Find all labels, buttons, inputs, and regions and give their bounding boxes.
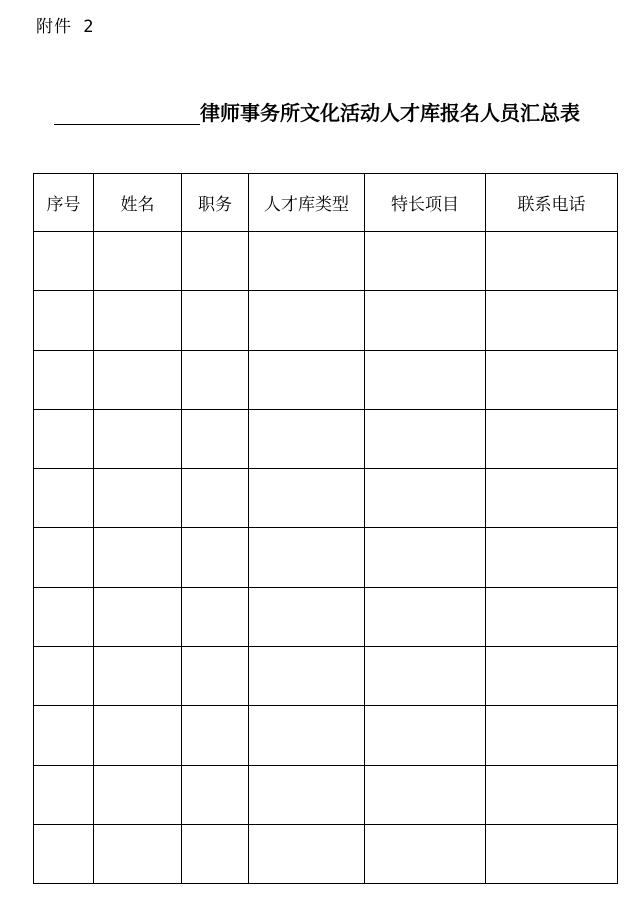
cell-phone[interactable] bbox=[486, 824, 618, 883]
cell-position[interactable] bbox=[182, 528, 249, 587]
cell-phone[interactable] bbox=[486, 528, 618, 587]
cell-talent-pool-type[interactable] bbox=[249, 409, 365, 468]
cell-talent-pool-type[interactable] bbox=[249, 765, 365, 824]
cell-phone[interactable] bbox=[486, 765, 618, 824]
header-talent-pool-type: 人才库类型 bbox=[249, 174, 365, 232]
table-row bbox=[34, 469, 618, 528]
cell-name[interactable] bbox=[94, 587, 182, 646]
header-specialty: 特长项目 bbox=[365, 174, 486, 232]
form-title-text: 律师事务所文化活动人才库报名人员汇总表 bbox=[200, 101, 580, 125]
registration-summary-table bbox=[33, 173, 618, 884]
cell-name[interactable] bbox=[94, 409, 182, 468]
table-row bbox=[34, 232, 618, 291]
table-body bbox=[34, 232, 618, 884]
cell-position[interactable] bbox=[182, 587, 249, 646]
cell-name[interactable] bbox=[94, 291, 182, 350]
cell-specialty[interactable] bbox=[365, 469, 486, 528]
table-row bbox=[34, 647, 618, 706]
cell-position[interactable] bbox=[182, 765, 249, 824]
title-blank-underline[interactable] bbox=[54, 124, 200, 125]
cell-serial-number[interactable] bbox=[34, 409, 94, 468]
cell-specialty[interactable] bbox=[365, 587, 486, 646]
header-phone: 联系电话 bbox=[486, 174, 618, 232]
cell-name[interactable] bbox=[94, 765, 182, 824]
cell-name[interactable] bbox=[94, 232, 182, 291]
cell-specialty[interactable] bbox=[365, 765, 486, 824]
cell-serial-number[interactable] bbox=[34, 765, 94, 824]
table-row bbox=[34, 824, 618, 883]
cell-position[interactable] bbox=[182, 232, 249, 291]
cell-talent-pool-type[interactable] bbox=[249, 232, 365, 291]
cell-talent-pool-type[interactable] bbox=[249, 647, 365, 706]
cell-serial-number[interactable] bbox=[34, 469, 94, 528]
cell-talent-pool-type[interactable] bbox=[249, 824, 365, 883]
table-row bbox=[34, 291, 618, 350]
cell-phone[interactable] bbox=[486, 587, 618, 646]
cell-name[interactable] bbox=[94, 469, 182, 528]
cell-serial-number[interactable] bbox=[34, 587, 94, 646]
cell-talent-pool-type[interactable] bbox=[249, 528, 365, 587]
cell-name[interactable] bbox=[94, 350, 182, 409]
table-row bbox=[34, 528, 618, 587]
cell-name[interactable] bbox=[94, 706, 182, 765]
cell-position[interactable] bbox=[182, 824, 249, 883]
cell-serial-number[interactable] bbox=[34, 291, 94, 350]
cell-position[interactable] bbox=[182, 469, 249, 528]
cell-phone[interactable] bbox=[486, 647, 618, 706]
cell-phone[interactable] bbox=[486, 706, 618, 765]
table-row bbox=[34, 350, 618, 409]
cell-talent-pool-type[interactable] bbox=[249, 706, 365, 765]
cell-name[interactable] bbox=[94, 647, 182, 706]
cell-serial-number[interactable] bbox=[34, 647, 94, 706]
cell-phone[interactable] bbox=[486, 409, 618, 468]
cell-phone[interactable] bbox=[486, 232, 618, 291]
header-name: 姓名 bbox=[94, 174, 182, 232]
cell-talent-pool-type[interactable] bbox=[249, 350, 365, 409]
cell-position[interactable] bbox=[182, 706, 249, 765]
cell-specialty[interactable] bbox=[365, 232, 486, 291]
cell-serial-number[interactable] bbox=[34, 232, 94, 291]
cell-phone[interactable] bbox=[486, 469, 618, 528]
cell-position[interactable] bbox=[182, 291, 249, 350]
cell-serial-number[interactable] bbox=[34, 706, 94, 765]
table-row bbox=[34, 706, 618, 765]
table-row bbox=[34, 409, 618, 468]
cell-phone[interactable] bbox=[486, 350, 618, 409]
table-header-row bbox=[34, 174, 618, 232]
cell-talent-pool-type[interactable] bbox=[249, 587, 365, 646]
header-position: 职务 bbox=[182, 174, 249, 232]
table-row bbox=[34, 765, 618, 824]
cell-specialty[interactable] bbox=[365, 291, 486, 350]
cell-serial-number[interactable] bbox=[34, 528, 94, 587]
cell-specialty[interactable] bbox=[365, 350, 486, 409]
form-title bbox=[54, 98, 614, 128]
cell-phone[interactable] bbox=[486, 291, 618, 350]
table-row bbox=[34, 587, 618, 646]
cell-position[interactable] bbox=[182, 409, 249, 468]
cell-serial-number[interactable] bbox=[34, 824, 94, 883]
cell-position[interactable] bbox=[182, 647, 249, 706]
cell-specialty[interactable] bbox=[365, 706, 486, 765]
cell-name[interactable] bbox=[94, 824, 182, 883]
cell-talent-pool-type[interactable] bbox=[249, 469, 365, 528]
cell-specialty[interactable] bbox=[365, 824, 486, 883]
cell-name[interactable] bbox=[94, 528, 182, 587]
cell-talent-pool-type[interactable] bbox=[249, 291, 365, 350]
cell-position[interactable] bbox=[182, 350, 249, 409]
cell-specialty[interactable] bbox=[365, 409, 486, 468]
cell-serial-number[interactable] bbox=[34, 350, 94, 409]
cell-specialty[interactable] bbox=[365, 528, 486, 587]
header-serial-number: 序号 bbox=[34, 174, 94, 232]
attachment-label: 附件 2 bbox=[36, 17, 95, 37]
cell-specialty[interactable] bbox=[365, 647, 486, 706]
